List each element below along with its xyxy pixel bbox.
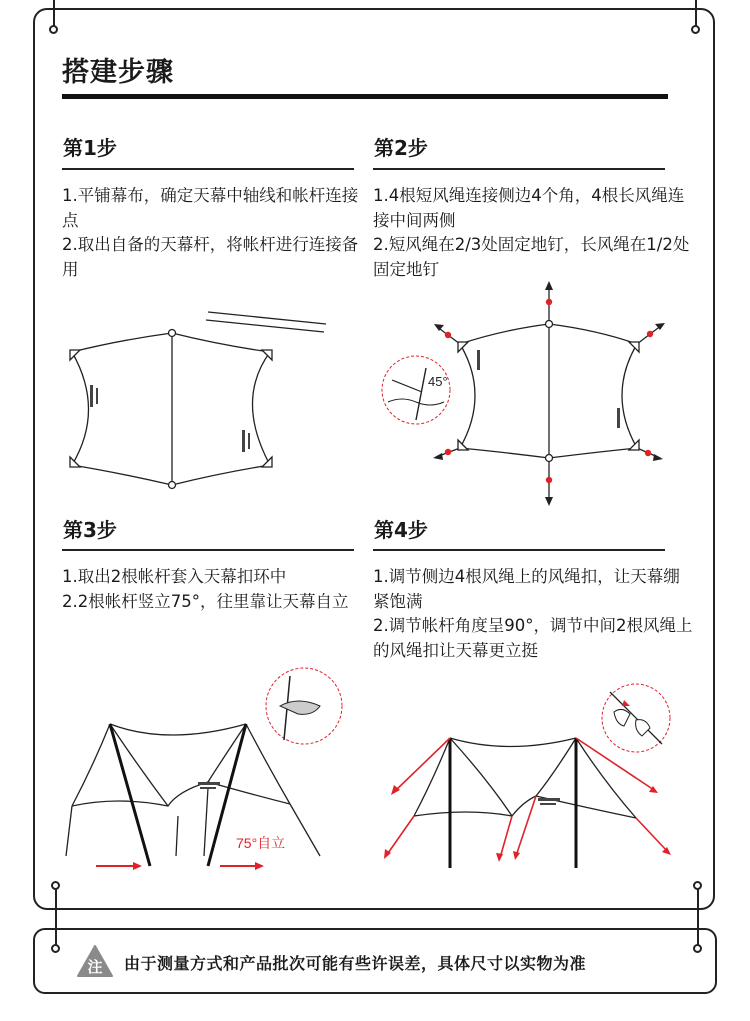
step-3-line-1: 1.取出2根帐杆套入天幕扣环中 — [62, 567, 287, 586]
step-3-title: 第3步 — [63, 518, 117, 542]
frame-hanger-left — [53, 0, 55, 26]
step-3-angle-label: 75°自立 — [236, 835, 286, 851]
step-2-line-2: 2.短风绳在2/3处固定地钉，长风绳在1/2处固定地钉 — [373, 235, 690, 279]
step-4-illustration — [378, 680, 678, 880]
step-3-instructions — [62, 565, 362, 614]
frame-ring-left — [49, 25, 58, 34]
page-title: 搭建步骤 — [62, 57, 174, 88]
step-3-line-2: 2.2根帐杆竖立75°，往里靠让天幕自立 — [62, 591, 349, 611]
step-2-divider — [373, 168, 665, 170]
note-icon-label: 注 — [87, 958, 103, 976]
step-1-title: 第1步 — [63, 136, 117, 160]
step-2-illustration — [372, 280, 682, 510]
step-2-title: 第2步 — [374, 136, 428, 160]
step-3-illustration — [58, 666, 358, 876]
warning-triangle-icon — [76, 944, 114, 978]
step-4-line-1: 1.调节侧边4根风绳上的风绳扣，让天幕绷紧饱满 — [373, 567, 680, 611]
title-divider — [62, 94, 668, 99]
step-4-line-2: 2.调节帐杆角度呈90°，调节中间2根风绳上的风绳扣让天幕更立挺 — [373, 616, 693, 660]
frame-hanger-right — [695, 0, 697, 26]
step-1-line-2: 2.取出自备的天幕杆，将帐杆进行连接备用 — [62, 235, 359, 279]
step-2-angle-label: 45° — [428, 374, 448, 389]
stake-angle-inset — [382, 356, 450, 424]
step-4-guy-lines — [386, 738, 668, 858]
step-1-illustration — [60, 300, 360, 500]
step-4-divider — [373, 549, 665, 551]
step-1-divider — [62, 168, 354, 170]
step-3-arrows — [96, 862, 264, 870]
adjust-buckle-inset — [602, 684, 670, 752]
frame-ring-right — [691, 25, 700, 34]
step-2-instructions — [373, 184, 691, 282]
note-text: 由于测量方式和产品批次可能有些许误差，具体尺寸以实物为准 — [124, 954, 587, 973]
pole-insert-inset — [266, 668, 342, 744]
step-1-line-1: 1.平铺幕布，确定天幕中轴线和帐杆连接点 — [62, 186, 359, 230]
tarp-logo-icon — [90, 385, 250, 452]
step-4-title: 第4步 — [374, 518, 428, 542]
step-2-line-1: 1.4根短风绳连接侧边4个角，4根长风绳连接中间两侧 — [373, 186, 685, 230]
step-3-divider — [62, 549, 354, 551]
step-1-instructions — [62, 184, 362, 282]
step-4-instructions — [373, 565, 695, 663]
